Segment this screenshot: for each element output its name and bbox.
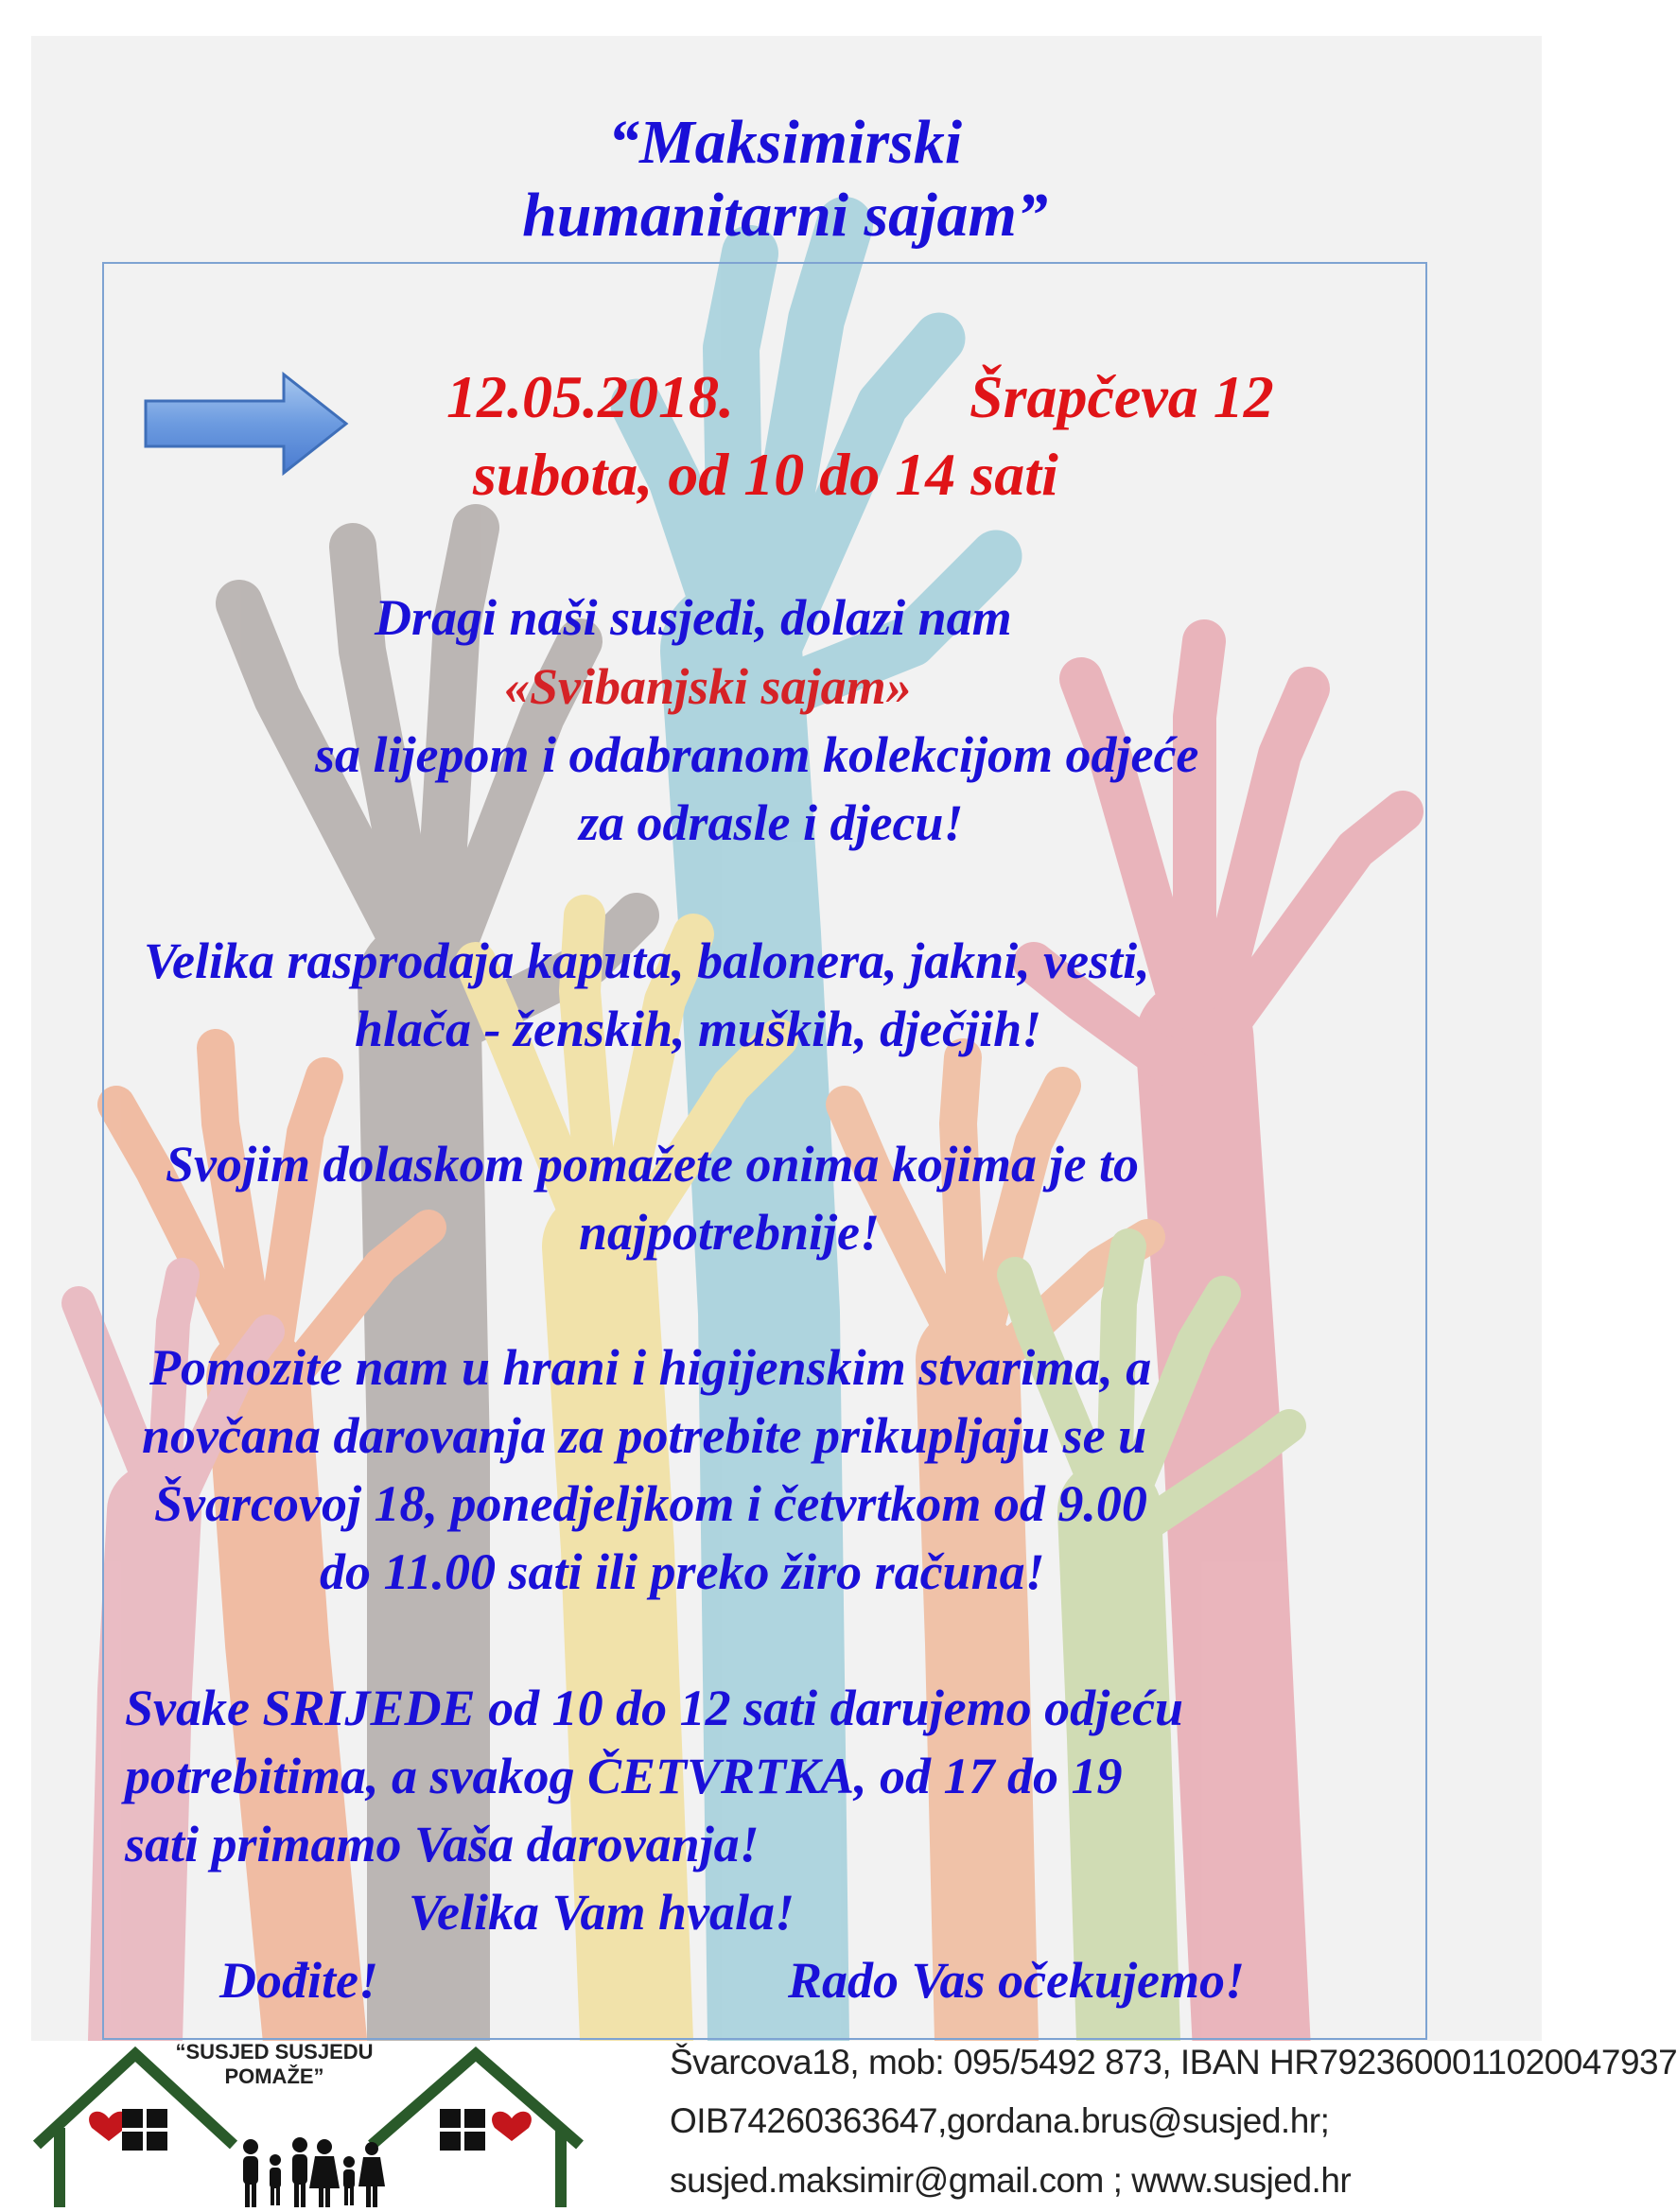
schedule-line-2: potrebitima, a svakog ČETVRTKA, od 17 do 19 [125,1748,1123,1804]
event-time: subota, od 10 do 14 sati [473,441,1058,508]
contact-line-3: susjed.maksimir@gmail.com ; www.susjed.hr [670,2161,1352,2200]
event-location: Šrapčeva 12 [970,363,1274,430]
sale-line-1: Velika rasprodaja kaputa, balonera, jakni, vesti, [144,932,1150,989]
arrow-right-icon [142,371,350,477]
logo-line-2: POMAŽE” [224,2064,324,2089]
event-date: 12.05.2018. [446,363,734,430]
help-line-2: najpotrebnije! [579,1204,881,1261]
logo-line-1: “SUSJED SUSJEDU [175,2040,374,2064]
donate-line-2: novčana darovanja za potrebite prikupljaju se u [142,1407,1147,1464]
schedule-line-3: sati primamo Vaša darovanja! [125,1816,760,1872]
sale-line-2: hlača - ženskih, muških, dječjih! [355,1001,1042,1057]
intro-fair-name: «Svibanjski sajam» [504,658,912,715]
title-line-2: humanitarni sajam” [522,181,1048,251]
contact-line-2: OIB74260363647,gordana.brus@susjed.hr; [670,2101,1330,2140]
donate-line-4: do 11.00 sati ili preko žiro računa! [320,1543,1045,1600]
thanks-text: Velika Vam hvala! [409,1884,795,1941]
donate-line-3: Švarcovoj 18, ponedjeljkom i četvrtkom od 9.00 [154,1475,1147,1532]
title-line-1: “Maksimirski [607,108,963,177]
family-icon [243,2137,385,2207]
donate-line-1: Pomozite nam u hrani i higijenskim stvarima, a [149,1339,1152,1396]
intro-line-1: Dragi naši susjedi, dolazi nam [375,589,1012,646]
intro-line-3: sa lijepom i odabranom kolekcijom odjeće [315,726,1199,783]
logo-text [147,2040,402,2090]
expect-text: Rado Vas očekujemo! [788,1952,1246,2009]
help-line-1: Svojim dolaskom pomažete onima kojima je to [166,1136,1140,1193]
intro-line-4: za odrasle i djecu! [579,794,964,851]
come-text: Dođite! [219,1952,378,2009]
schedule-line-1: Svake SRIJEDE od 10 do 12 sati darujemo odjeću [125,1680,1184,1736]
contact-line-1: Švarcova18, mob: 095/5492 873, IBAN HR7923600011020047937 [670,2043,1677,2081]
page-title [312,106,1258,252]
